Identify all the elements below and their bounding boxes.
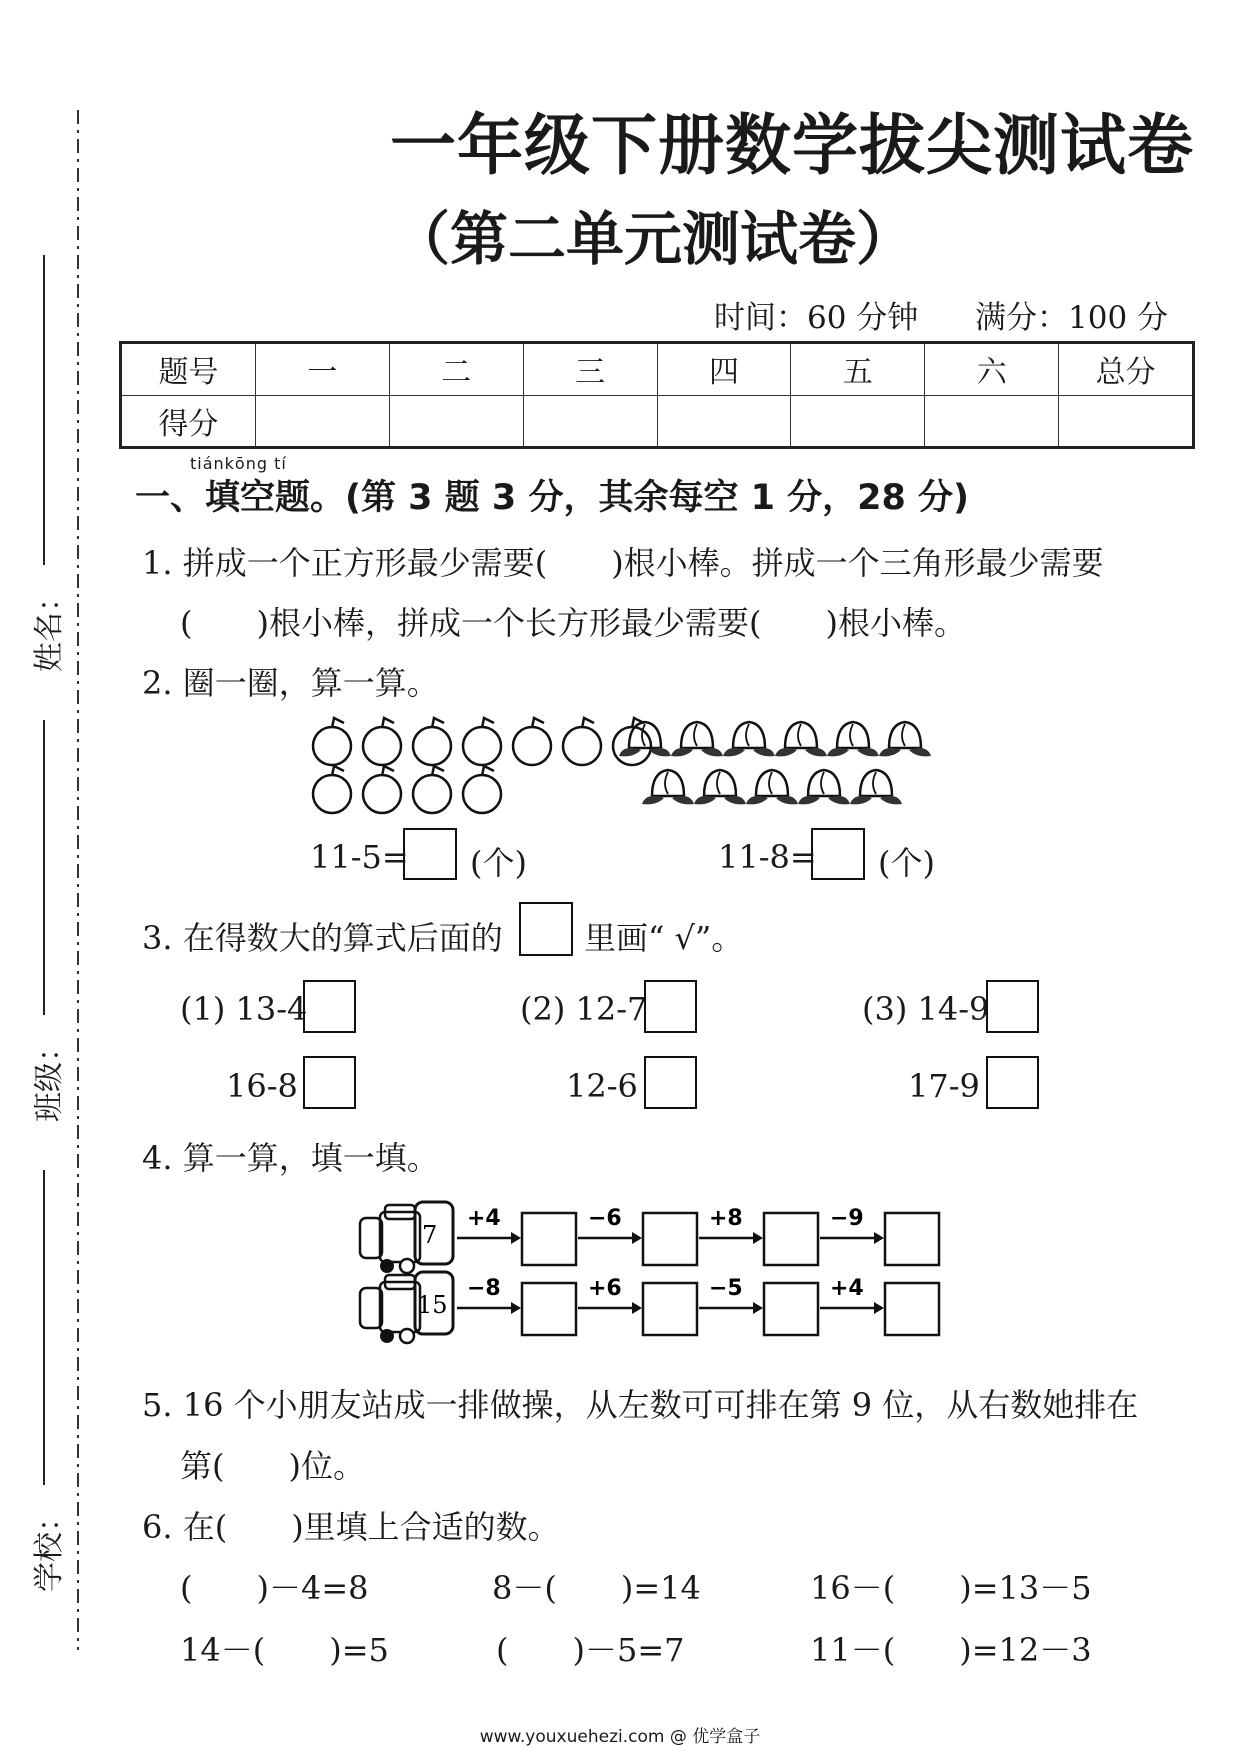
q6-blank[interactable]: 16－( )=13－5 <box>810 1569 1092 1607</box>
answer-box[interactable] <box>764 1283 818 1335</box>
score-cell[interactable] <box>1059 395 1194 448</box>
q2-unit-1: (个) <box>470 844 527 882</box>
binding-margin <box>0 0 120 1753</box>
peach-icon <box>671 722 723 756</box>
q3-check-box[interactable] <box>644 1056 697 1109</box>
q3-item: 17-9 <box>908 1067 980 1105</box>
operation-label: +4 <box>830 1276 864 1301</box>
footer-watermark: www.youxuehezi.com @ 优学盒子 <box>479 1727 761 1747</box>
apple-icon <box>363 766 401 813</box>
peach-icon <box>850 770 902 804</box>
q1-line1: 1. 拼成一个正方形最少需要( )根小棒。拼成一个三角形最少需要 <box>142 544 1104 582</box>
apple-icon <box>413 718 451 765</box>
section-heading: 一、填空题。(第 3 题 3 分，其余每空 1 分，28 分) <box>135 478 970 518</box>
class-label: 班级： <box>32 1032 67 1122</box>
operation-label: −8 <box>467 1276 501 1301</box>
q3-check-box[interactable] <box>303 980 356 1033</box>
apple-icon <box>463 718 501 765</box>
q3-check-box[interactable] <box>986 1056 1039 1109</box>
answer-box[interactable] <box>643 1283 697 1335</box>
apple-icon <box>313 766 351 813</box>
q3-example-box <box>519 902 573 956</box>
score-cell[interactable] <box>255 395 389 448</box>
arrow-head <box>753 1302 763 1314</box>
q2-answer-box-2[interactable] <box>811 828 865 880</box>
name-label: 姓名： <box>32 582 67 672</box>
q3-text-b: 里画“ √”。 <box>584 919 744 957</box>
peach-icon <box>723 722 775 756</box>
score-table-header-row <box>121 343 1194 396</box>
answer-box[interactable] <box>643 1213 697 1265</box>
arrow-head <box>511 1232 521 1244</box>
q5-line1: 5. 16 个小朋友站成一排做操，从左数可可排在第 9 位，从右数她排在 <box>142 1386 1139 1424</box>
header-cell: 总分 <box>1059 343 1194 396</box>
score-cell[interactable] <box>657 395 791 448</box>
q2-unit-2: (个) <box>878 844 935 882</box>
apple-icon <box>563 718 601 765</box>
q6-text: 6. 在( )里填上合适的数。 <box>142 1508 560 1546</box>
score-table <box>119 341 1195 449</box>
answer-box[interactable] <box>522 1213 576 1265</box>
section-pinyin: tiánkōng tí <box>190 454 287 473</box>
header-cell: 一 <box>255 343 389 396</box>
train-start-number: 15 <box>417 1291 448 1319</box>
arrow-head <box>632 1302 642 1314</box>
q6-blank[interactable]: 14－( )=5 <box>180 1631 389 1669</box>
arrow-head <box>511 1302 521 1314</box>
operation-label: −6 <box>588 1206 622 1231</box>
q1-line2: ( )根小棒，拼成一个长方形最少需要( )根小棒。 <box>180 604 966 642</box>
q3-check-box[interactable] <box>986 980 1039 1033</box>
operation-label: +8 <box>709 1206 743 1231</box>
arrow-head <box>753 1232 763 1244</box>
score-cell[interactable] <box>791 395 925 448</box>
operation-label: +6 <box>588 1276 622 1301</box>
q3-text-a: 3. 在得数大的算式后面的 <box>142 919 503 957</box>
operation-label: +4 <box>467 1206 501 1231</box>
q3-item: 16-8 <box>226 1067 298 1105</box>
header-cell: 四 <box>657 343 791 396</box>
time-info: 时间：60 分钟 <box>714 300 919 336</box>
q6-blank[interactable]: 11－( )=12－3 <box>810 1631 1092 1669</box>
answer-box[interactable] <box>522 1283 576 1335</box>
q3-item: (3) 14-9 <box>862 990 990 1028</box>
q3-check-box[interactable] <box>303 1056 356 1109</box>
operation-label: −5 <box>709 1276 743 1301</box>
page-title: 一年级下册数学拔尖测试卷 <box>390 107 1194 184</box>
peach-icon <box>775 722 827 756</box>
full-score-info: 满分：100 分 <box>975 300 1169 336</box>
peach-icon <box>879 722 931 756</box>
peach-icon <box>798 770 850 804</box>
train-start-number: 7 <box>422 1221 438 1249</box>
apple-icon <box>363 718 401 765</box>
q3-item: (2) 12-7 <box>520 990 648 1028</box>
q3-check-box[interactable] <box>644 980 697 1033</box>
apple-icon <box>413 766 451 813</box>
header-cell: 三 <box>523 343 657 396</box>
fruit-illustration <box>300 712 1020 817</box>
q2-answer-box-1[interactable] <box>403 828 457 880</box>
q2-text: 2. 圈一圈，算一算。 <box>142 664 439 702</box>
train-icon <box>360 1202 453 1273</box>
train-diagram <box>355 1190 945 1350</box>
arrow-head <box>632 1232 642 1244</box>
q3-item: (1) 13-4 <box>180 990 308 1028</box>
q6-blank[interactable]: 8－( )=14 <box>492 1569 701 1607</box>
operation-label: −9 <box>830 1206 864 1231</box>
score-cell[interactable] <box>523 395 657 448</box>
apple-icon <box>463 766 501 813</box>
school-label: 学校： <box>32 1502 67 1592</box>
peach-icon <box>746 770 798 804</box>
q6-blank[interactable]: ( )－4=8 <box>180 1569 369 1607</box>
apple-icon <box>313 718 351 765</box>
q6-blank[interactable]: ( )－5=7 <box>496 1631 685 1669</box>
peach-icon <box>642 770 694 804</box>
q3-item: 12-6 <box>566 1067 638 1105</box>
arrow-head <box>874 1232 884 1244</box>
header-cell: 五 <box>791 343 925 396</box>
answer-box[interactable] <box>885 1283 939 1335</box>
score-table-score-row <box>121 395 1194 448</box>
q2-eq1: 11-5= <box>310 838 409 876</box>
q2-eq2: 11-8= <box>718 838 817 876</box>
page-subtitle: （第二单元测试卷） <box>392 205 915 273</box>
score-cell[interactable] <box>925 395 1059 448</box>
answer-box[interactable] <box>885 1213 939 1265</box>
score-cell[interactable] <box>389 395 523 448</box>
header-cell: 六 <box>925 343 1059 396</box>
q4-text: 4. 算一算，填一填。 <box>142 1139 439 1177</box>
q5-line2: 第( )位。 <box>180 1447 365 1485</box>
arrow-head <box>874 1302 884 1314</box>
peach-icon <box>827 722 879 756</box>
answer-box[interactable] <box>764 1213 818 1265</box>
header-cell: 二 <box>389 343 523 396</box>
apple-icon <box>513 718 551 765</box>
header-cell: 题号 <box>121 343 256 396</box>
peach-icon <box>694 770 746 804</box>
row-label: 得分 <box>121 395 256 448</box>
